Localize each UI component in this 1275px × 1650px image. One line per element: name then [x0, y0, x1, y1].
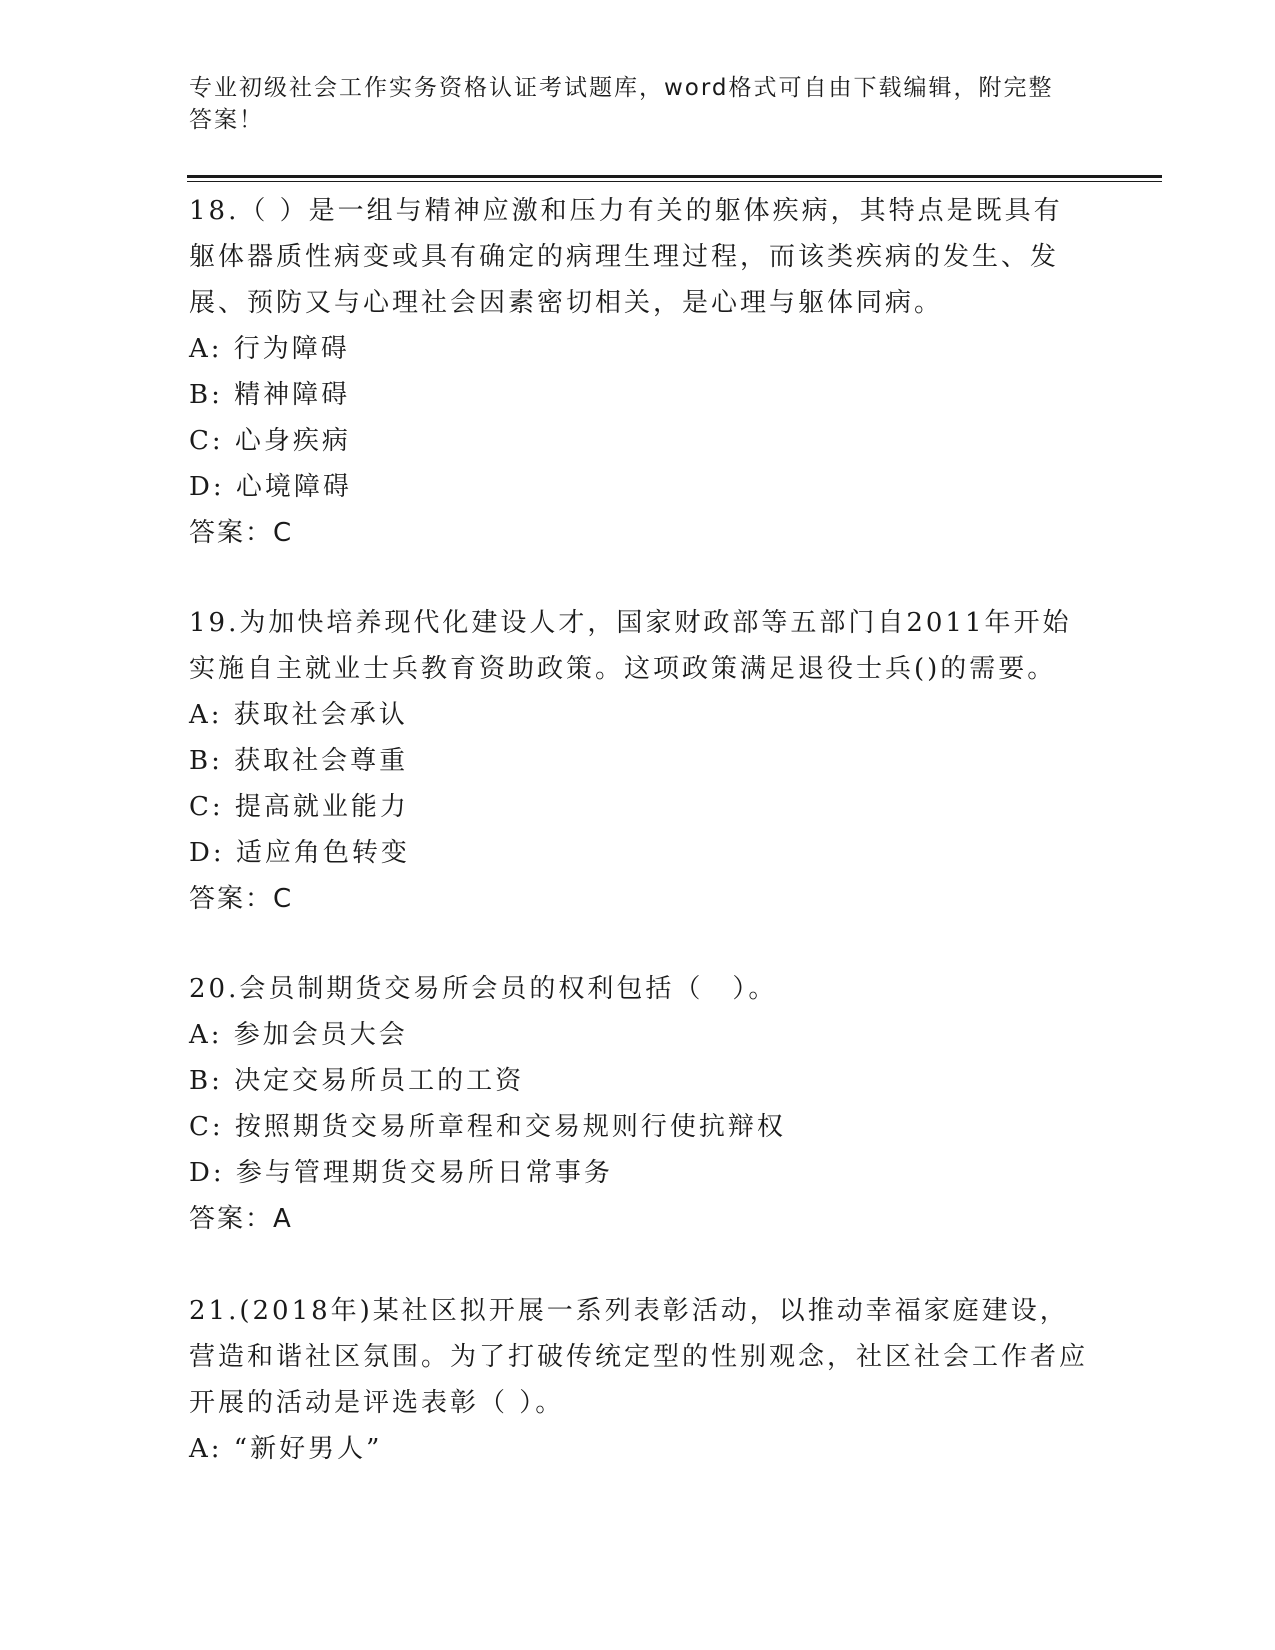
- option-d: D: 适应角色转变: [189, 838, 410, 868]
- option-c: C: 心身疾病: [189, 426, 351, 456]
- header-divider-thin: [187, 181, 1162, 182]
- option-b: B: 获取社会尊重: [189, 746, 409, 776]
- option-a: A: 行为障碍: [189, 334, 350, 364]
- question-stem: 18.（ ）是一组与精神应激和压力有关的躯体疾病，其特点是既具有躯体器质性病变或具有确定的病理生理过程，而该类疾病的发生、发展、预防又与心理社会因素密切相关，是心理与躯体同病。: [189, 196, 1063, 318]
- question-21: [189, 1288, 1089, 1472]
- question-18: [189, 188, 1089, 556]
- document-header: 专业初级社会工作实务资格认证考试题库，word格式可自由下载编辑，附完整答案！: [189, 75, 1054, 133]
- option-a: A: “新好男人”: [189, 1434, 383, 1464]
- header-divider-thick: [187, 175, 1162, 178]
- question-stem: 19.为加快培养现代化建设人才，国家财政部等五部门自2011年开始实施自主就业士兵教育资助政策。这项政策满足退役士兵()的需要。: [189, 608, 1072, 684]
- option-b: B: 决定交易所员工的工资: [189, 1066, 525, 1096]
- option-b: B: 精神障碍: [189, 380, 351, 410]
- option-a: A: 获取社会承认: [189, 700, 408, 730]
- option-d: D: 心境障碍: [189, 472, 352, 502]
- question-stem: 21.(2018年)某社区拟开展一系列表彰活动，以推动幸福家庭建设，营造和谐社区氛围。为了打破传统定型的性别观念，社区社会工作者应开展的活动是评选表彰（ ）。: [189, 1296, 1089, 1418]
- option-c: C: 提高就业能力: [189, 792, 409, 822]
- answer: 答案：A: [189, 1204, 293, 1234]
- question-19: [189, 600, 1089, 922]
- option-c: C: 按照期货交易所章程和交易规则行使抗辩权: [189, 1112, 786, 1142]
- option-a: A: 参加会员大会: [189, 1020, 408, 1050]
- question-stem: 20.会员制期货交易所会员的权利包括（ ）。: [189, 974, 778, 1004]
- answer: 答案：C: [189, 884, 294, 914]
- question-20: [189, 966, 1089, 1242]
- answer: 答案：C: [189, 518, 294, 548]
- option-d: D: 参与管理期货交易所日常事务: [189, 1158, 613, 1188]
